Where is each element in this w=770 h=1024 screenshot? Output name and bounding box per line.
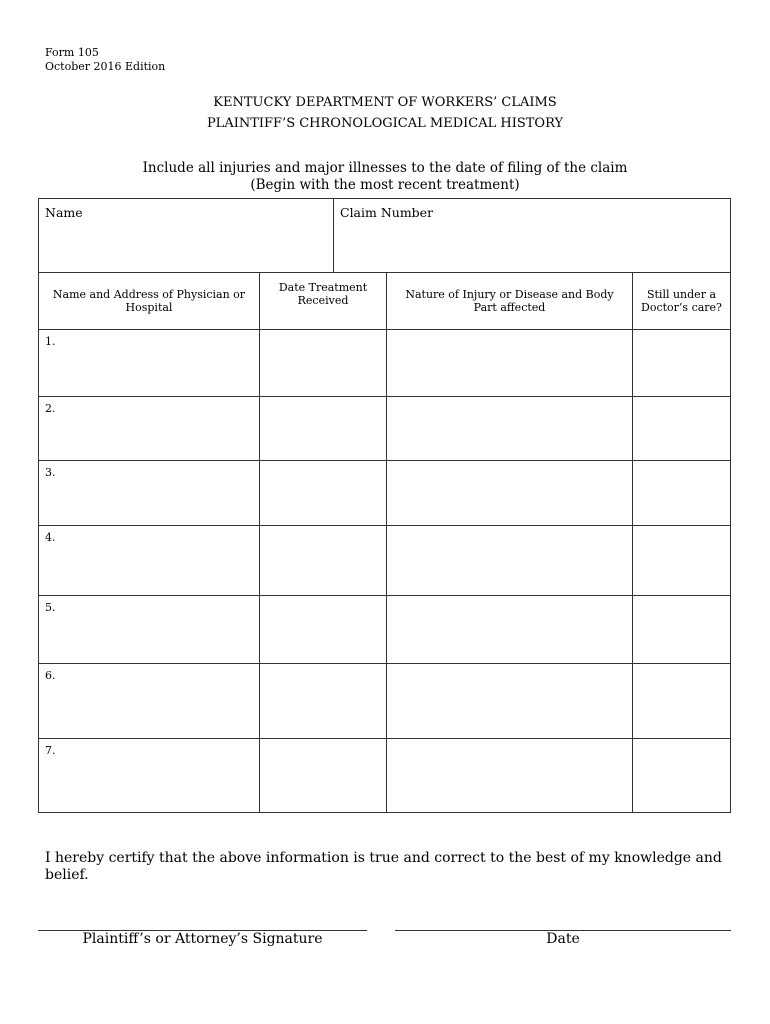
row-6-physician-cell[interactable] xyxy=(38,663,260,739)
row-1-care-cell[interactable] xyxy=(632,329,731,397)
row-5-number: 5. xyxy=(45,601,56,614)
row-2-physician-cell[interactable] xyxy=(38,396,260,461)
row-4-number: 4. xyxy=(45,531,56,544)
row-1-physician-cell[interactable] xyxy=(38,329,260,397)
col-header-care: Still under a Doctor’s care? xyxy=(632,272,731,330)
form-edition: October 2016 Edition xyxy=(45,60,166,73)
row-6-number: 6. xyxy=(45,669,56,682)
certification-statement: I hereby certify that the above information is true and correct to the best of my knowledge and belief. xyxy=(45,850,722,883)
row-6-date-cell[interactable] xyxy=(259,663,387,739)
instruction-line-1: Include all injuries and major illnesses to the date of filing of the claim xyxy=(142,160,628,176)
row-4-date-cell[interactable] xyxy=(259,525,387,596)
row-4-care-cell[interactable] xyxy=(632,525,731,596)
row-3-nature-cell[interactable] xyxy=(386,460,633,526)
row-3-number: 3. xyxy=(45,466,56,479)
row-2-date-cell[interactable] xyxy=(259,396,387,461)
row-3-physician-cell[interactable] xyxy=(38,460,260,526)
form-meta xyxy=(45,46,165,74)
row-3-care-cell[interactable] xyxy=(632,460,731,526)
row-7-physician-cell[interactable] xyxy=(38,738,260,813)
row-2-number: 2. xyxy=(45,402,56,415)
instruction-line-2: (Begin with the most recent treatment) xyxy=(250,177,520,193)
form-title-agency: KENTUCKY DEPARTMENT OF WORKERS’ CLAIMS xyxy=(213,95,557,110)
row-5-physician-cell[interactable] xyxy=(38,595,260,664)
row-5-nature-cell[interactable] xyxy=(386,595,633,664)
row-5-date-cell[interactable] xyxy=(259,595,387,664)
date-label: Date xyxy=(546,931,580,947)
row-2-care-cell[interactable] xyxy=(632,396,731,461)
row-7-number: 7. xyxy=(45,744,56,757)
row-2-nature-cell[interactable] xyxy=(386,396,633,461)
signature-label: Plaintiff’s or Attorney’s Signature xyxy=(82,931,323,947)
claim-number-field[interactable] xyxy=(333,198,731,273)
col-header-nature: Nature of Injury or Disease and Body Part affected xyxy=(386,272,633,330)
col-header-physician: Name and Address of Physician or Hospital xyxy=(38,272,260,330)
col-header-date: Date Treatment Received xyxy=(259,272,387,330)
row-1-date-cell[interactable] xyxy=(259,329,387,397)
form-title: PLAINTIFF’S CHRONOLOGICAL MEDICAL HISTORY xyxy=(206,116,564,131)
row-7-nature-cell[interactable] xyxy=(386,738,633,813)
claim-number-label: Claim Number xyxy=(340,205,434,220)
name-field[interactable] xyxy=(38,198,334,273)
name-label: Name xyxy=(45,205,83,220)
row-6-nature-cell[interactable] xyxy=(386,663,633,739)
row-3-date-cell[interactable] xyxy=(259,460,387,526)
row-4-nature-cell[interactable] xyxy=(386,525,633,596)
row-7-date-cell[interactable] xyxy=(259,738,387,813)
row-4-physician-cell[interactable] xyxy=(38,525,260,596)
row-1-number: 1. xyxy=(45,335,56,348)
form-number: Form 105 xyxy=(45,46,99,59)
row-5-care-cell[interactable] xyxy=(632,595,731,664)
row-6-care-cell[interactable] xyxy=(632,663,731,739)
row-7-care-cell[interactable] xyxy=(632,738,731,813)
row-1-nature-cell[interactable] xyxy=(386,329,633,397)
